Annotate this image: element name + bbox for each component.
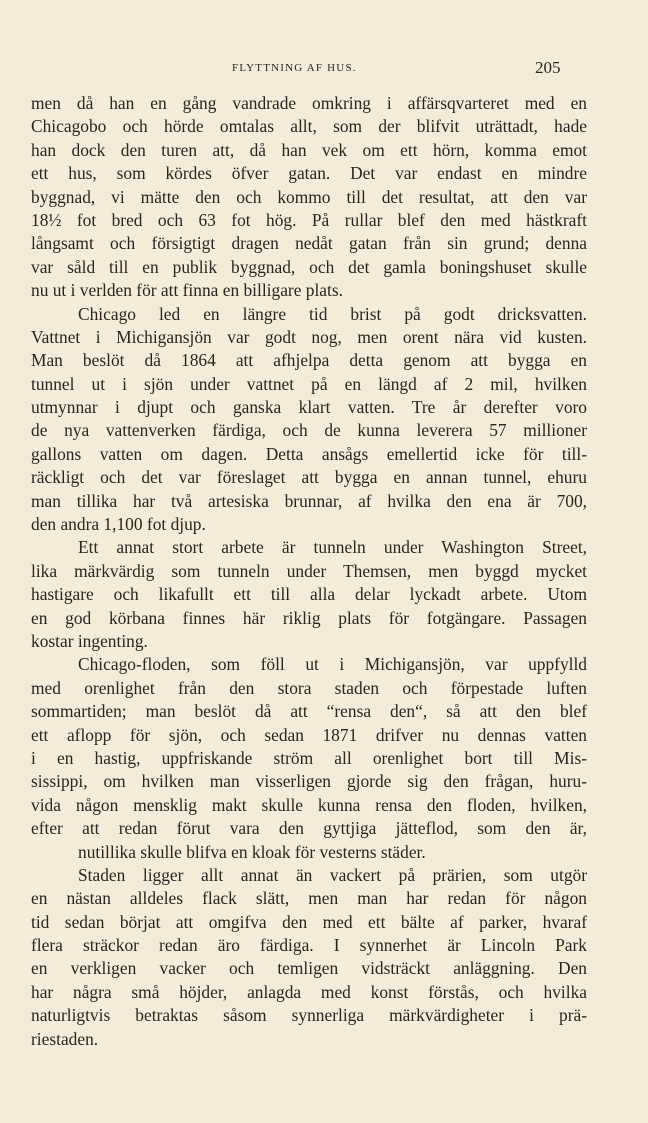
page-header <box>0 58 648 82</box>
text-line: ett hus, som kördes öfver gatan. Det var endast en mindre <box>31 163 587 184</box>
text-line: kostar ingenting. <box>31 630 148 651</box>
text-line: en god körbana finnes här riklig plats för fotgängare. Passagen <box>31 607 587 628</box>
text-line: ett aflopp för sjön, och sedan 1871 drifver nu dennas vatten <box>31 724 587 745</box>
text-line: Staden ligger allt annat än vackert på prärien, som utgör <box>78 864 587 885</box>
text-line: hastigare och likafullt ett till alla delar lyckadt arbete. Utom <box>31 584 587 605</box>
text-line: nu ut i verlden för att finna en billigare plats. <box>31 280 343 301</box>
text-line: vida någon mensklig makt skulle kunna rensa den floden, hvilken, <box>31 794 587 815</box>
text-line: sissippi, om hvilken man visserligen gjorde sig den frågan, huru- <box>31 771 587 792</box>
text-line: riestaden. <box>31 1028 99 1049</box>
text-line: nutillika skulle blifva en kloak för vesterns städer. <box>78 841 426 862</box>
text-line: de nya vattenverken färdiga, och de kunna leverera 57 millioner <box>31 420 587 441</box>
text-line: Chicago-floden, som föll ut i Michigansjön, var uppfylld <box>78 654 587 675</box>
running-title: FLYTTNING AF HUS. <box>232 62 357 74</box>
body-text <box>31 92 587 1051</box>
text-line: räckligt och det var föreslaget att bygga en annan tunnel, ehuru <box>31 467 587 488</box>
text-line: efter att redan förut vara den gyttjiga jätteflod, som den är, <box>31 818 587 839</box>
text-line: byggnad, vi mätte den och kommo till det resultat, att den var <box>31 186 587 207</box>
text-line: i en hastig, uppfriskande ström all orenlighet bort till Mis- <box>31 747 587 768</box>
text-line: naturligtvis betraktas såsom synnerliga märkvärdigheter i prä- <box>31 1005 587 1026</box>
text-line: han dock den turen att, då han vek om ett hörn, komma emot <box>31 139 587 160</box>
text-line: den andra 1,100 fot djup. <box>31 514 206 535</box>
text-line: lika märkvärdig som tunneln under Themsen, men byggd mycket <box>31 560 587 581</box>
text-line: med orenlighet från den stora staden och förpestade luften <box>31 677 587 698</box>
text-line: men då han en gång vandrade omkring i affärsqvarteret med en <box>31 93 587 113</box>
page-number: 205 <box>535 58 561 77</box>
text-line: en nästan alldeles flack slätt, men man har redan för någon <box>31 888 587 909</box>
text-line: Man beslöt då 1864 att afhjelpa detta genom att bygga en <box>31 350 587 371</box>
text-line: gallons vatten om dagen. Detta ansågs emellertid icke för till- <box>31 443 587 464</box>
text-line: Chicagobo och hörde omtalas allt, som der blifvit uträttadt, hade <box>31 116 587 137</box>
text-line: en verkligen vacker och temligen vidsträckt anläggning. Den <box>31 958 587 979</box>
text-line: Chicago led en längre tid brist på godt dricksvatten. <box>78 303 587 324</box>
text-line: 18½ fot bred och 63 fot hög. På rullar blef den med hästkraft <box>31 209 587 230</box>
text-line: tunnel ut i sjön under vattnet på en längd af 2 mil, hvilken <box>31 373 587 394</box>
text-line: Vattnet i Michigansjön var godt nog, men orent nära vid kusten. <box>31 326 587 347</box>
text-line: flera sträckor redan äro färdiga. I synnerhet är Lincoln Park <box>31 935 587 956</box>
text-line: långsamt och försigtigt dragen nedåt gatan från sin grund; denna <box>31 233 587 254</box>
text-line: var såld till en publik byggnad, och det gamla boningshuset skulle <box>31 256 587 277</box>
text-line: sommartiden; man beslöt då att “rensa den“, så att den blef <box>31 701 587 722</box>
text-line: tid sedan börjat att omgifva den med ett bälte af parker, hvaraf <box>31 911 587 932</box>
text-line: man tillika har två artesiska brunnar, af hvilka den ena är 700, <box>31 490 587 511</box>
text-line: har några små höjder, anlagda med konst förstås, och hvilka <box>31 981 587 1002</box>
text-line: utmynnar i djupt och ganska klart vatten. Tre år derefter voro <box>31 397 587 418</box>
text-line: Ett annat stort arbete är tunneln under Washington Street, <box>78 537 587 558</box>
